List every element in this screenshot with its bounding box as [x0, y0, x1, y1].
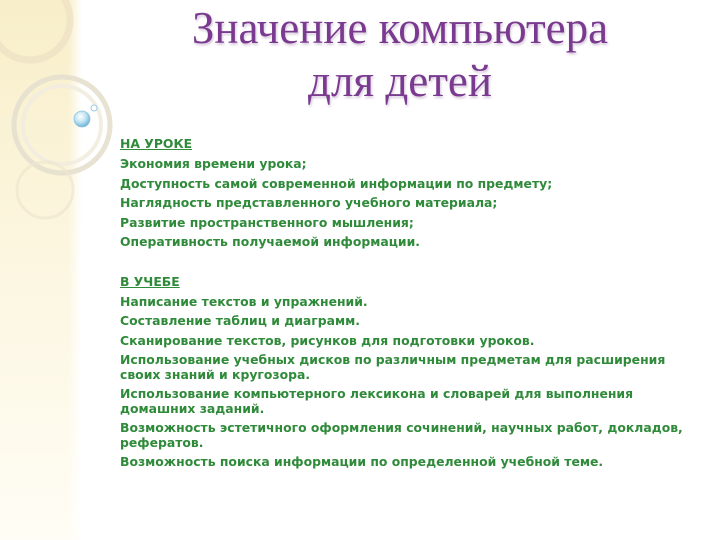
section-gap: [120, 255, 695, 274]
list-item: Использование учебных дисков по различным предметам для расширения своих знаний и кругозора.: [120, 352, 666, 382]
list-item: Наглядность представленного учебного материала;: [120, 195, 498, 210]
list-item: Составление таблиц и диаграмм.: [120, 313, 360, 328]
list-item: Доступность самой современной информации по предмету;: [120, 175, 553, 191]
list-item: Возможность эстетичного оформления сочинений, научных работ, докладов, рефератов.: [120, 420, 683, 450]
list-item: Использование компьютерного лексикона и словарей для выполнения домашних заданий.: [120, 386, 634, 416]
title-line-1: Значение компьютера: [191, 3, 609, 53]
list-item: Написание текстов и упражнений.: [120, 293, 368, 309]
list-item: Развитие пространственного мышления;: [120, 214, 414, 230]
list-item: Сканирование текстов, рисунков для подготовки уроков.: [120, 332, 535, 348]
slide-content: [120, 136, 695, 475]
small-ring-icon: [91, 105, 97, 111]
section-heading-lesson: НА УРОКЕ: [120, 136, 193, 151]
title-line-2: для детей: [308, 56, 492, 106]
slide-title: [100, 2, 700, 108]
list-item: Экономия времени урока;: [120, 156, 307, 171]
list-item: Оперативность получаемой информации.: [120, 234, 420, 249]
list-item: Возможность поиска информации по определенной учебной теме.: [120, 454, 604, 469]
bead-icon: [74, 111, 90, 127]
section-heading-study: В УЧЕБЕ: [120, 273, 180, 289]
